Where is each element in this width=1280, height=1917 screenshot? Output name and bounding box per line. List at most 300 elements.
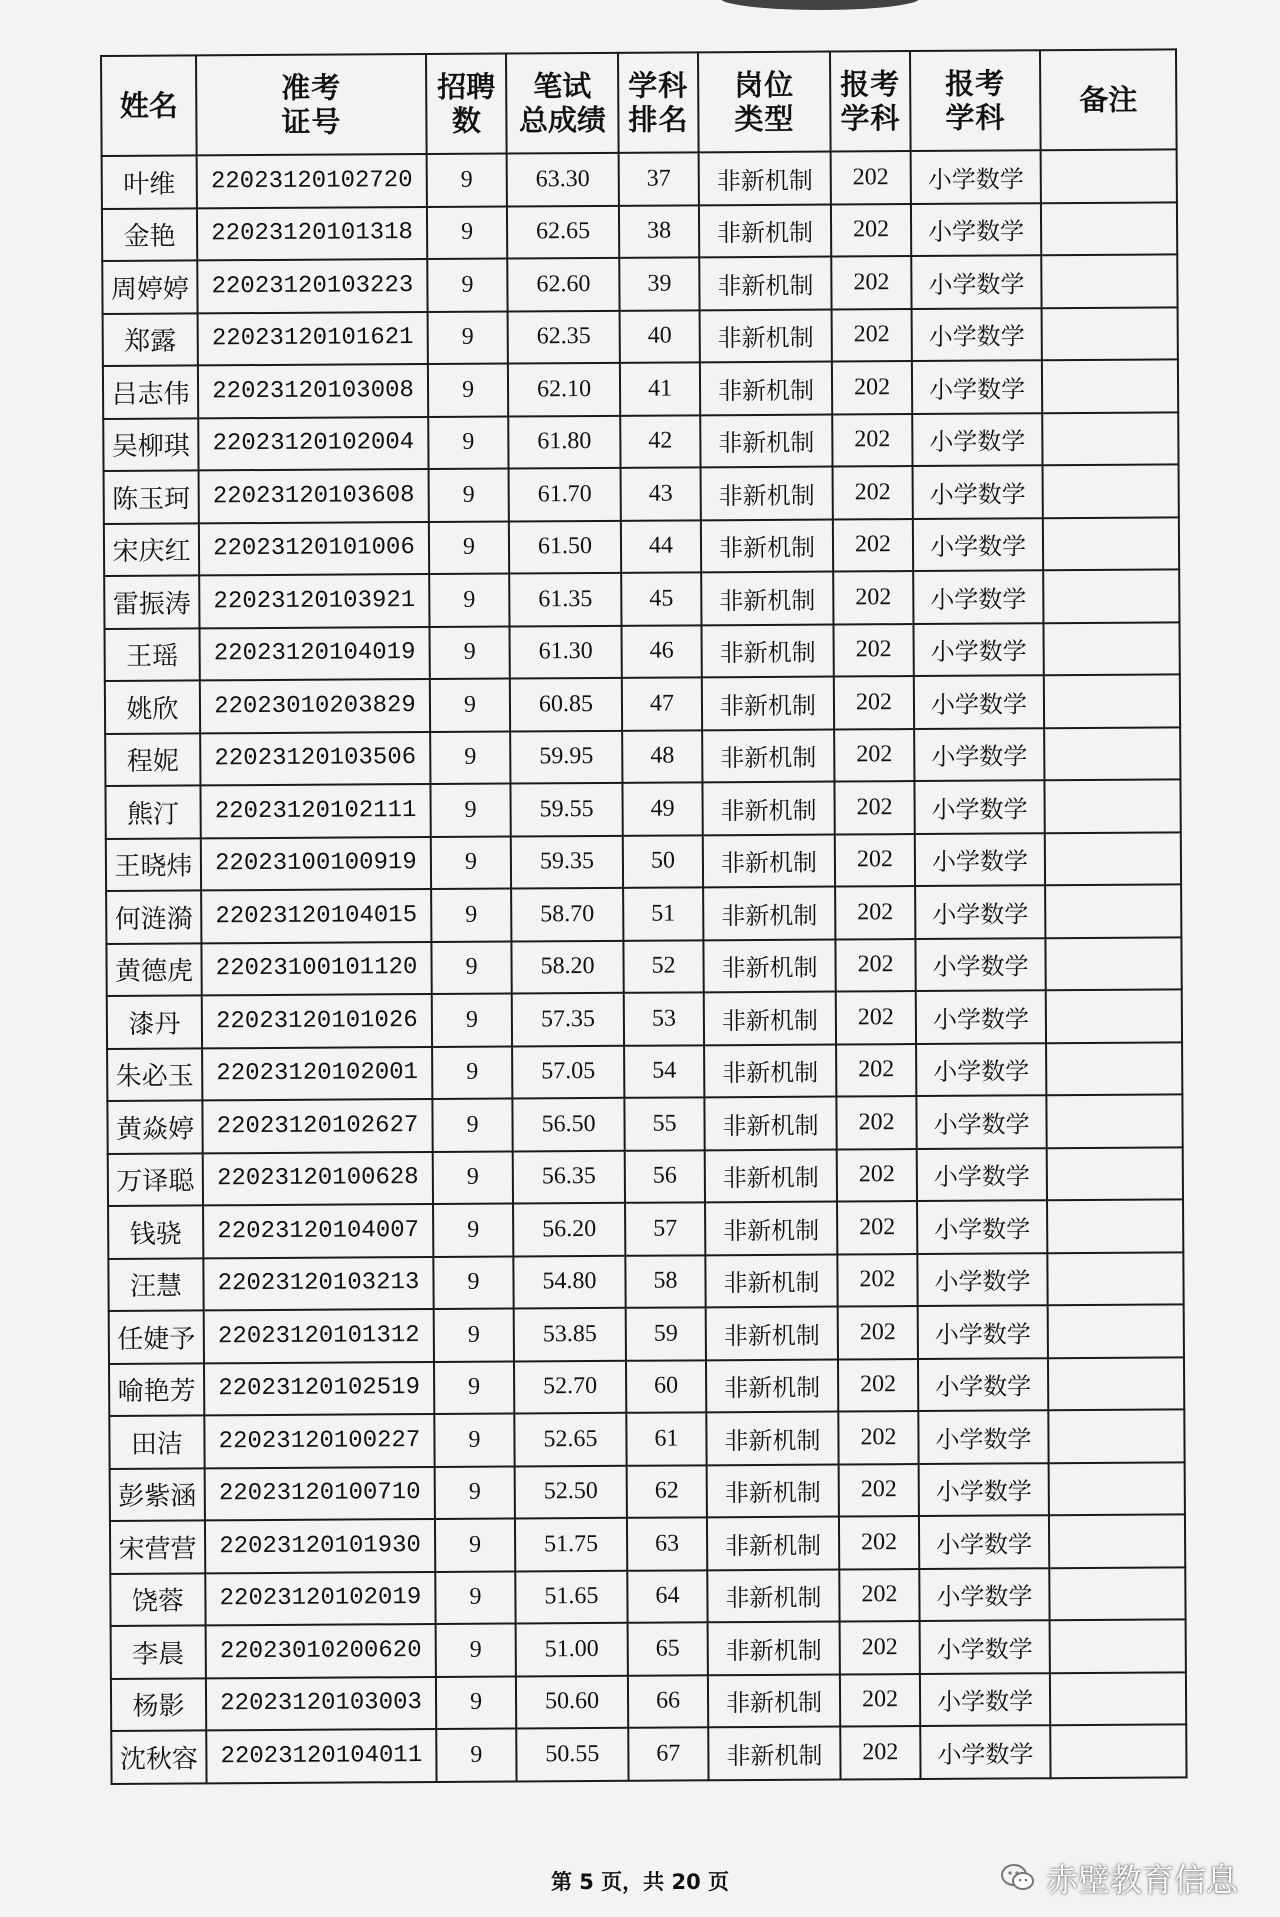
cell-remarks (1042, 359, 1178, 412)
cell-total-score: 51.75 (515, 1518, 627, 1571)
cell-subject-code: 202 (837, 1254, 917, 1307)
cell-name: 汪慧 (108, 1258, 203, 1311)
cell-total-score: 59.95 (510, 730, 622, 783)
table-header-row (101, 49, 1177, 156)
cell-exam-id: 22023100101120 (201, 941, 431, 995)
cell-remarks (1049, 1567, 1185, 1620)
cell-name: 沈秋容 (111, 1730, 206, 1783)
cell-hiring-count: 9 (432, 1046, 512, 1099)
cell-post-type: 非新机制 (705, 1202, 837, 1255)
cell-exam-id: 22023120104011 (206, 1729, 436, 1783)
cell-hiring-count: 9 (430, 679, 510, 732)
cell-subject: 小学数学 (914, 728, 1044, 781)
table-row (104, 464, 1179, 523)
cell-total-score: 53.85 (514, 1308, 626, 1361)
cell-post-type: 非新机制 (707, 1569, 839, 1622)
cell-hiring-count: 9 (428, 364, 508, 417)
cell-post-type: 非新机制 (706, 1307, 838, 1360)
cell-total-score: 60.85 (510, 678, 622, 731)
cell-hiring-count: 9 (427, 154, 507, 207)
header-subject: 报考 学科 (910, 50, 1041, 151)
cell-name: 王瑶 (105, 628, 200, 681)
cell-post-type: 非新机制 (699, 152, 831, 205)
cell-name: 周婷婷 (102, 260, 197, 313)
cell-name: 黄德虎 (106, 943, 201, 996)
cell-subject-rank: 64 (627, 1570, 707, 1623)
cell-subject: 小学数学 (916, 990, 1046, 1043)
cell-subject: 小学数学 (915, 885, 1045, 938)
cell-subject-code: 202 (839, 1464, 919, 1517)
cell-subject-code: 202 (833, 571, 913, 624)
table-row (106, 884, 1181, 943)
cell-name: 金艳 (102, 208, 197, 261)
cell-remarks (1042, 307, 1178, 360)
table-row (106, 832, 1181, 891)
cell-subject-rank: 57 (625, 1202, 705, 1255)
cell-subject-code: 202 (838, 1306, 918, 1359)
cell-post-type: 非新机制 (700, 309, 832, 362)
cell-subject: 小学数学 (913, 465, 1043, 518)
cell-subject: 小学数学 (915, 833, 1045, 886)
cell-subject-rank: 37 (619, 152, 699, 205)
photo-edge-shadow (720, 0, 920, 10)
cell-name: 程妮 (105, 733, 200, 786)
cell-subject-rank: 60 (626, 1360, 706, 1413)
cell-name: 喻艳芳 (109, 1363, 204, 1416)
cell-remarks (1048, 1409, 1184, 1462)
cell-subject-rank: 58 (625, 1255, 705, 1308)
cell-post-type: 非新机制 (702, 782, 834, 835)
cell-exam-id: 22023120103506 (200, 731, 430, 785)
cell-subject: 小学数学 (914, 780, 1044, 833)
cell-hiring-count: 9 (435, 1518, 515, 1571)
cell-subject-rank: 53 (624, 992, 704, 1045)
cell-exam-id: 22023120104007 (203, 1204, 433, 1258)
cell-subject-rank: 67 (628, 1727, 708, 1780)
cell-subject: 小学数学 (918, 1410, 1048, 1463)
table-row (108, 1199, 1183, 1258)
cell-subject: 小学数学 (912, 360, 1042, 413)
cell-subject-rank: 47 (622, 677, 702, 730)
cell-hiring-count: 9 (432, 1099, 512, 1152)
cell-hiring-count: 9 (433, 1203, 513, 1256)
cell-exam-id: 22023120100710 (205, 1466, 435, 1520)
cell-subject-code: 202 (836, 991, 916, 1044)
cell-subject-code: 202 (839, 1516, 919, 1569)
cell-post-type: 非新机制 (701, 467, 833, 520)
table-row (102, 254, 1177, 313)
watermark-text: 赤壁教育信息 (1046, 1861, 1239, 1899)
cell-hiring-count: 9 (431, 836, 511, 889)
cell-subject-code: 202 (840, 1621, 920, 1674)
cell-total-score: 51.00 (516, 1623, 628, 1676)
cell-exam-id: 22023010203829 (200, 679, 430, 733)
page-footer: 第 5 页，共 20 页 (550, 1870, 730, 1894)
cell-name: 朱必玉 (107, 1048, 202, 1101)
table-row (110, 1514, 1185, 1573)
cell-post-type: 非新机制 (706, 1412, 838, 1465)
cell-subject-code: 202 (833, 624, 913, 677)
cell-post-type: 非新机制 (708, 1674, 840, 1727)
cell-subject-code: 202 (835, 834, 915, 887)
cell-name: 饶蓉 (110, 1573, 205, 1626)
cell-name: 彭紫涵 (110, 1468, 205, 1521)
cell-exam-id: 22023120103223 (197, 259, 427, 313)
cell-hiring-count: 9 (435, 1466, 515, 1519)
cell-total-score: 57.35 (512, 993, 624, 1046)
table-row (107, 989, 1182, 1048)
cell-exam-id: 22023120102111 (200, 784, 430, 838)
cell-post-type: 非新机制 (706, 1359, 838, 1412)
cell-total-score: 61.80 (508, 415, 620, 468)
cell-remarks (1043, 517, 1179, 570)
cell-remarks (1041, 254, 1177, 307)
cell-hiring-count: 9 (435, 1571, 515, 1624)
table-body (102, 149, 1187, 1783)
cell-post-type: 非新机制 (708, 1727, 840, 1780)
cell-total-score: 61.30 (509, 625, 621, 678)
cell-remarks (1045, 937, 1181, 990)
cell-subject-rank: 40 (620, 310, 700, 363)
cell-hiring-count: 9 (436, 1676, 516, 1729)
cell-subject: 小学数学 (917, 1253, 1047, 1306)
cell-total-score: 56.35 (513, 1150, 625, 1203)
cell-remarks (1047, 1147, 1183, 1200)
cell-subject: 小学数学 (916, 1043, 1046, 1096)
cell-total-score: 54.80 (513, 1255, 625, 1308)
cell-post-type: 非新机制 (702, 729, 834, 782)
table-row (103, 412, 1178, 471)
header-post-type: 岗位 类型 (698, 52, 831, 153)
cell-post-type: 非新机制 (699, 257, 831, 310)
cell-subject-rank: 44 (621, 520, 701, 573)
cell-name: 陈玉珂 (104, 470, 199, 523)
cell-post-type: 非新机制 (700, 414, 832, 467)
cell-post-type: 非新机制 (703, 887, 835, 940)
table-row (107, 1042, 1182, 1101)
cell-total-score: 62.65 (507, 205, 619, 258)
cell-exam-id: 22023120103921 (199, 574, 429, 628)
cell-post-type: 非新机制 (707, 1464, 839, 1517)
cell-total-score: 59.55 (510, 783, 622, 836)
cell-remarks (1048, 1357, 1184, 1410)
cell-subject: 小学数学 (916, 1095, 1046, 1148)
cell-exam-id: 22023120103608 (199, 469, 429, 523)
header-subject-code: 报考 学科 (830, 51, 911, 151)
cell-post-type: 非新机制 (704, 1097, 836, 1150)
cell-subject-code: 202 (834, 676, 914, 729)
cell-post-type: 非新机制 (704, 1044, 836, 1097)
cell-remarks (1046, 989, 1182, 1042)
cell-name: 吴柳琪 (103, 418, 198, 471)
cell-remarks (1043, 622, 1179, 675)
cell-exam-id: 22023120100227 (204, 1414, 434, 1468)
cell-exam-id: 22023010200620 (206, 1624, 436, 1678)
cell-subject-rank: 66 (628, 1675, 708, 1728)
cell-name: 任婕予 (109, 1310, 204, 1363)
cell-hiring-count: 9 (431, 941, 511, 994)
table-row (111, 1672, 1186, 1731)
cell-subject-rank: 39 (619, 257, 699, 310)
cell-post-type: 非新机制 (701, 519, 833, 572)
watermark (1000, 1855, 1238, 1901)
cell-total-score: 61.50 (509, 520, 621, 573)
table-row (103, 307, 1178, 366)
cell-subject: 小学数学 (914, 675, 1044, 728)
cell-remarks (1050, 1619, 1186, 1672)
cell-subject-code: 202 (836, 1044, 916, 1097)
cell-exam-id: 22023120103003 (206, 1676, 436, 1730)
cell-subject: 小学数学 (919, 1515, 1049, 1568)
table-row (108, 1147, 1183, 1206)
cell-subject-code: 202 (837, 1201, 917, 1254)
cell-subject-rank: 65 (628, 1622, 708, 1675)
cell-hiring-count: 9 (434, 1308, 514, 1361)
cell-post-type: 非新机制 (707, 1517, 839, 1570)
cell-post-type: 非新机制 (708, 1622, 840, 1675)
cell-hiring-count: 9 (427, 206, 507, 259)
table-row (104, 517, 1179, 576)
cell-subject-rank: 43 (621, 467, 701, 520)
cell-total-score: 58.20 (511, 940, 623, 993)
cell-subject: 小学数学 (919, 1568, 1049, 1621)
cell-remarks (1041, 149, 1177, 202)
table-row (102, 202, 1177, 261)
cell-remarks (1046, 1094, 1182, 1147)
cell-subject-code: 202 (839, 1569, 919, 1622)
cell-subject-rank: 41 (620, 362, 700, 415)
cell-hiring-count: 9 (432, 994, 512, 1047)
cell-subject-code: 202 (834, 781, 914, 834)
cell-total-score: 52.65 (514, 1413, 626, 1466)
cell-exam-id: 22023120103008 (198, 364, 428, 418)
table-row (102, 149, 1177, 208)
cell-subject-rank: 59 (626, 1307, 706, 1360)
cell-hiring-count: 9 (428, 416, 508, 469)
wechat-icon (1000, 1860, 1036, 1896)
cell-remarks (1044, 674, 1180, 727)
cell-name: 黄焱婷 (107, 1100, 202, 1153)
cell-exam-id: 22023120104019 (200, 626, 430, 680)
cell-exam-id: 22023120102519 (204, 1361, 434, 1415)
cell-subject-code: 202 (838, 1359, 918, 1412)
cell-name: 吕志伟 (103, 365, 198, 418)
cell-remarks (1050, 1724, 1186, 1777)
cell-subject: 小学数学 (920, 1620, 1050, 1673)
cell-exam-id: 22023120101026 (202, 994, 432, 1048)
cell-total-score: 61.70 (509, 468, 621, 521)
cell-subject-code: 202 (832, 361, 912, 414)
cell-total-score: 50.60 (516, 1675, 628, 1728)
cell-name: 漆丹 (107, 995, 202, 1048)
cell-subject-code: 202 (834, 729, 914, 782)
cell-subject-code: 202 (837, 1149, 917, 1202)
table-row (111, 1619, 1186, 1678)
cell-subject-rank: 56 (625, 1150, 705, 1203)
table-row (103, 359, 1178, 418)
table-row (108, 1252, 1183, 1311)
cell-exam-id: 22023120101930 (205, 1519, 435, 1573)
cell-subject-code: 202 (833, 466, 913, 519)
cell-remarks (1047, 1199, 1183, 1252)
cell-subject: 小学数学 (913, 623, 1043, 676)
cell-exam-id: 22023120102004 (198, 417, 428, 471)
cell-subject-rank: 49 (622, 782, 702, 835)
header-subject-rank: 学科 排名 (618, 52, 699, 152)
cell-post-type: 非新机制 (705, 1149, 837, 1202)
results-table (100, 48, 1188, 1784)
cell-post-type: 非新机制 (701, 624, 833, 677)
cell-total-score: 62.35 (508, 310, 620, 363)
cell-total-score: 61.35 (509, 573, 621, 626)
cell-total-score: 56.50 (512, 1098, 624, 1151)
cell-post-type: 非新机制 (703, 834, 835, 887)
cell-subject: 小学数学 (911, 255, 1041, 308)
cell-remarks (1044, 727, 1180, 780)
cell-remarks (1043, 569, 1179, 622)
cell-remarks (1045, 832, 1181, 885)
cell-name: 万译聪 (108, 1153, 203, 1206)
cell-subject: 小学数学 (915, 938, 1045, 991)
cell-exam-id: 22023120102019 (205, 1571, 435, 1625)
cell-name: 何涟漪 (106, 890, 201, 943)
cell-total-score: 58.70 (511, 888, 623, 941)
cell-post-type: 非新机制 (703, 939, 835, 992)
cell-name: 王晓炜 (106, 838, 201, 891)
cell-remarks (1048, 1304, 1184, 1357)
cell-subject-code: 202 (836, 1096, 916, 1149)
cell-name: 宋营营 (110, 1520, 205, 1573)
table-row (105, 674, 1180, 733)
cell-exam-id: 22023120102001 (202, 1046, 432, 1100)
cell-subject: 小学数学 (912, 413, 1042, 466)
cell-hiring-count: 9 (434, 1413, 514, 1466)
cell-subject-rank: 62 (627, 1465, 707, 1518)
cell-remarks (1049, 1462, 1185, 1515)
cell-remarks (1046, 1042, 1182, 1095)
cell-total-score: 51.65 (515, 1570, 627, 1623)
cell-name: 雷振涛 (104, 575, 199, 628)
cell-subject: 小学数学 (911, 150, 1041, 203)
cell-subject: 小学数学 (911, 203, 1041, 256)
cell-remarks (1050, 1672, 1186, 1725)
cell-name: 钱骁 (108, 1205, 203, 1258)
cell-subject: 小学数学 (917, 1200, 1047, 1253)
cell-subject-code: 202 (838, 1411, 918, 1464)
cell-name: 熊汀 (105, 785, 200, 838)
cell-total-score: 59.35 (511, 835, 623, 888)
cell-subject-rank: 61 (626, 1412, 706, 1465)
cell-subject-code: 202 (835, 886, 915, 939)
cell-total-score: 62.60 (507, 258, 619, 311)
table-row (110, 1462, 1185, 1521)
cell-hiring-count: 9 (428, 311, 508, 364)
cell-total-score: 57.05 (512, 1045, 624, 1098)
table-row (106, 937, 1181, 996)
cell-total-score: 50.55 (516, 1728, 628, 1781)
cell-post-type: 非新机制 (701, 572, 833, 625)
cell-hiring-count: 9 (430, 731, 510, 784)
cell-subject-code: 202 (831, 151, 911, 204)
table-row (109, 1357, 1184, 1416)
cell-exam-id: 22023120100628 (203, 1151, 433, 1205)
table-row (105, 779, 1180, 838)
cell-name: 杨影 (111, 1678, 206, 1731)
cell-post-type: 非新机制 (704, 992, 836, 1045)
header-total-score: 笔试 总成绩 (506, 53, 619, 154)
cell-hiring-count: 9 (429, 521, 509, 574)
cell-name: 姚欣 (105, 680, 200, 733)
cell-subject: 小学数学 (913, 570, 1043, 623)
cell-subject: 小学数学 (913, 518, 1043, 571)
cell-name: 郑露 (103, 313, 198, 366)
cell-subject-rank: 45 (621, 572, 701, 625)
cell-subject: 小学数学 (917, 1148, 1047, 1201)
cell-subject-rank: 38 (619, 205, 699, 258)
cell-post-type: 非新机制 (699, 204, 831, 257)
header-name: 姓名 (101, 55, 197, 156)
cell-subject-rank: 54 (624, 1045, 704, 1098)
cell-hiring-count: 9 (433, 1151, 513, 1204)
cell-hiring-count: 9 (429, 626, 509, 679)
cell-subject: 小学数学 (918, 1305, 1048, 1358)
cell-total-score: 56.20 (513, 1203, 625, 1256)
cell-subject-code: 202 (840, 1674, 920, 1727)
cell-post-type: 非新机制 (700, 362, 832, 415)
table-row (109, 1409, 1184, 1468)
cell-hiring-count: 9 (436, 1623, 516, 1676)
cell-subject-rank: 46 (621, 625, 701, 678)
cell-name: 李晨 (111, 1625, 206, 1678)
cell-name: 叶维 (102, 155, 197, 208)
cell-exam-id: 22023120103213 (203, 1256, 433, 1310)
cell-remarks (1042, 412, 1178, 465)
table-row (111, 1724, 1186, 1783)
cell-hiring-count: 9 (427, 259, 507, 312)
cell-subject-code: 202 (831, 256, 911, 309)
cell-subject-rank: 48 (622, 730, 702, 783)
cell-hiring-count: 9 (429, 574, 509, 627)
cell-exam-id: 22023120104015 (201, 889, 431, 943)
cell-subject-code: 202 (840, 1726, 920, 1779)
cell-hiring-count: 9 (436, 1728, 516, 1781)
cell-exam-id: 22023120101318 (197, 207, 427, 261)
cell-total-score: 62.10 (508, 363, 620, 416)
cell-subject-rank: 63 (627, 1517, 707, 1570)
table-row (105, 727, 1180, 786)
table-row (104, 569, 1179, 628)
cell-subject-code: 202 (831, 204, 911, 257)
cell-remarks (1047, 1252, 1183, 1305)
cell-remarks (1043, 464, 1179, 517)
cell-exam-id: 22023120102627 (202, 1099, 432, 1153)
cell-subject-rank: 51 (623, 887, 703, 940)
cell-subject-rank: 42 (620, 415, 700, 468)
cell-hiring-count: 9 (434, 1361, 514, 1414)
cell-hiring-count: 9 (429, 469, 509, 522)
table-row (107, 1094, 1182, 1153)
cell-subject-code: 202 (835, 939, 915, 992)
cell-post-type: 非新机制 (702, 677, 834, 730)
cell-subject-code: 202 (832, 309, 912, 362)
cell-total-score: 52.70 (514, 1360, 626, 1413)
cell-total-score: 52.50 (515, 1465, 627, 1518)
cell-remarks (1049, 1514, 1185, 1567)
cell-subject-rank: 55 (624, 1097, 704, 1150)
table-row (109, 1304, 1184, 1363)
cell-subject-rank: 50 (623, 835, 703, 888)
cell-remarks (1041, 202, 1177, 255)
